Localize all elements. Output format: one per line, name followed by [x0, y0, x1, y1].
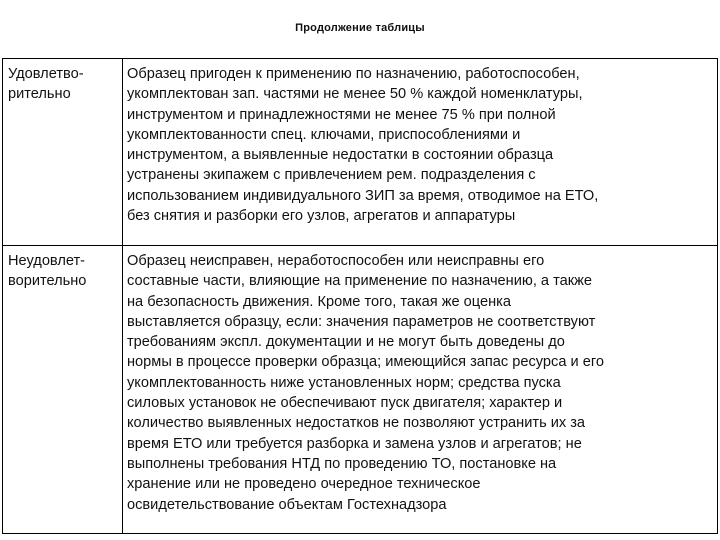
criteria-text-line: хранение или не проведено очередное техническое [127, 476, 481, 493]
criteria-text-line: инструментом и принадлежностями не менее 75 % при полной [127, 106, 556, 123]
criteria-text-line: без снятия и разборки его узлов, агрегатов и аппаратуры [127, 208, 516, 225]
rating-label-cell [3, 59, 123, 246]
rating-label-line: Неудовлет- [8, 253, 86, 269]
criteria-text-line: составные части, влияющие на применение по назначению, а также [127, 273, 593, 290]
criteria-text-line: Образец неисправен, неработоспособен или неисправны его [127, 253, 545, 269]
assessment-table [2, 58, 718, 534]
rating-label-line: Удовлетво- [8, 66, 84, 82]
table-row-unsatisfactory [3, 246, 718, 534]
criteria-text-line: инструментом, а выявленные недостатки в состоянии образца [127, 147, 554, 164]
rating-label-line: ворительно [8, 273, 87, 290]
table-caption: Продолжение таблицы [295, 22, 425, 34]
table-row-satisfactory [3, 59, 718, 246]
criteria-text-line: укомплектованности спец. ключами, приспособлениями и [127, 126, 521, 143]
criteria-text-cell [123, 246, 718, 534]
criteria-text-line: нормы в процессе проверки образца; имеющийся запас ресурса и его [127, 354, 604, 371]
criteria-text-line: укомплектованность ниже установленных норм; средства пуска [127, 374, 561, 391]
criteria-text-line: Образец пригоден к применению по назначению, работоспособен, [127, 66, 580, 82]
criteria-text-line: требованиям экспл. документации и не могут быть доведены до [127, 334, 565, 351]
criteria-text-line: количество выявленных недостатков не позволяют устранить их за [127, 415, 586, 432]
criteria-text-line: использованием индивидуального ЗИП за время, отводимое на ЕТО, [127, 187, 599, 204]
rating-label-cell [3, 246, 123, 534]
criteria-text-line: укомплектован зап. частями не менее 50 % каждой номенклатуры, [127, 86, 583, 103]
criteria-text-line: освидетельствование объектам Гостехнадзора [127, 496, 447, 513]
criteria-text-cell [123, 59, 718, 246]
criteria-text-line: выполнены требования НТД по проведению ТО, постановке на [127, 455, 557, 472]
criteria-text-line: силовых установок не обеспечивают пуск двигателя; характер и [127, 395, 563, 412]
criteria-text-line: на безопасность движения. Кроме того, такая же оценка [127, 293, 511, 310]
rating-label-line: рительно [8, 86, 71, 103]
criteria-text-line: устранены экипажем с привлечением рем. подразделения с [127, 167, 536, 184]
criteria-text-line: время ЕТО или требуется разборка и замена узлов и агрегатов; не [127, 435, 582, 452]
criteria-text-line: выставляется образцу, если: значения параметров не соответствуют [127, 313, 596, 330]
